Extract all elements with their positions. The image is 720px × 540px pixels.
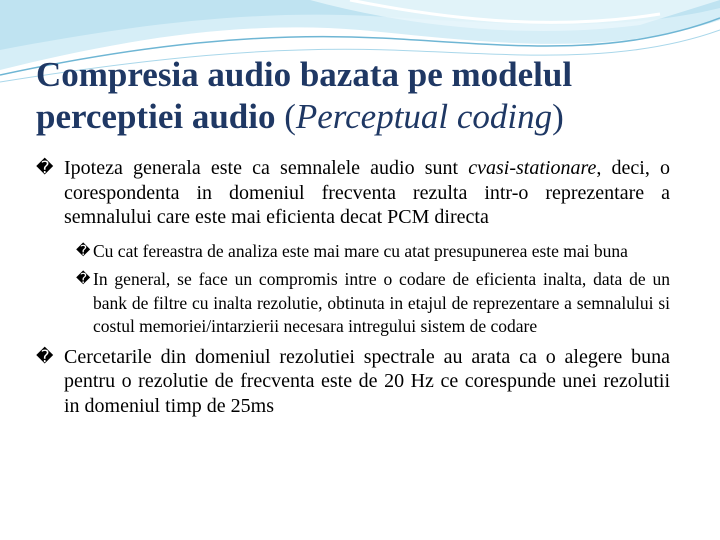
bullet-icon: �	[76, 271, 91, 287]
bullet-icon: �	[76, 242, 91, 259]
bullet-text: Cercetarile din domeniul rezolutiei spectrale au arata ca o alegere buna pentru o rezolutie de frecventa este de 20 Hz ce corespunde unei rezolutii in domeniul timp de 25ms	[64, 345, 670, 417]
sub-bullet-item	[36, 268, 670, 339]
bullet-text: Cu cat fereastra de analiza este mai mare cu atat presupunerea este mai buna	[93, 240, 628, 261]
bullet-icon: �	[36, 158, 54, 178]
bullet-text-italic: cvasi-stationare	[468, 157, 597, 179]
slide-content	[36, 156, 670, 428]
bullet-item	[36, 156, 670, 230]
bullet-text: , deci, o corespondenta in domeniul frecventa rezulta intr-o reprezentare a semnalului care este mai eficienta decat PCM directa	[64, 157, 670, 228]
bullet-item	[36, 345, 670, 419]
title-paren-open: (	[284, 97, 296, 136]
bullet-text: In general, se face un compromis intre o codare de eficienta inalta, data de un bank de filtre cu inalta rezolutie, obtinuta in etajul de reprezentare a semnalului si costul memoriei/intarzierii necesara intregului sistem de codare	[93, 269, 670, 336]
title-main: Compresia audio bazata pe modelul perceptiei audio	[36, 55, 573, 136]
page-title	[36, 54, 696, 138]
title-paren-close: )	[552, 97, 564, 136]
bullet-icon: �	[36, 346, 54, 367]
bullet-text: Ipoteza generala este ca semnalele audio sunt	[64, 157, 469, 179]
sub-bullet-item	[36, 240, 670, 264]
title-italic: Perceptual coding	[295, 97, 553, 136]
